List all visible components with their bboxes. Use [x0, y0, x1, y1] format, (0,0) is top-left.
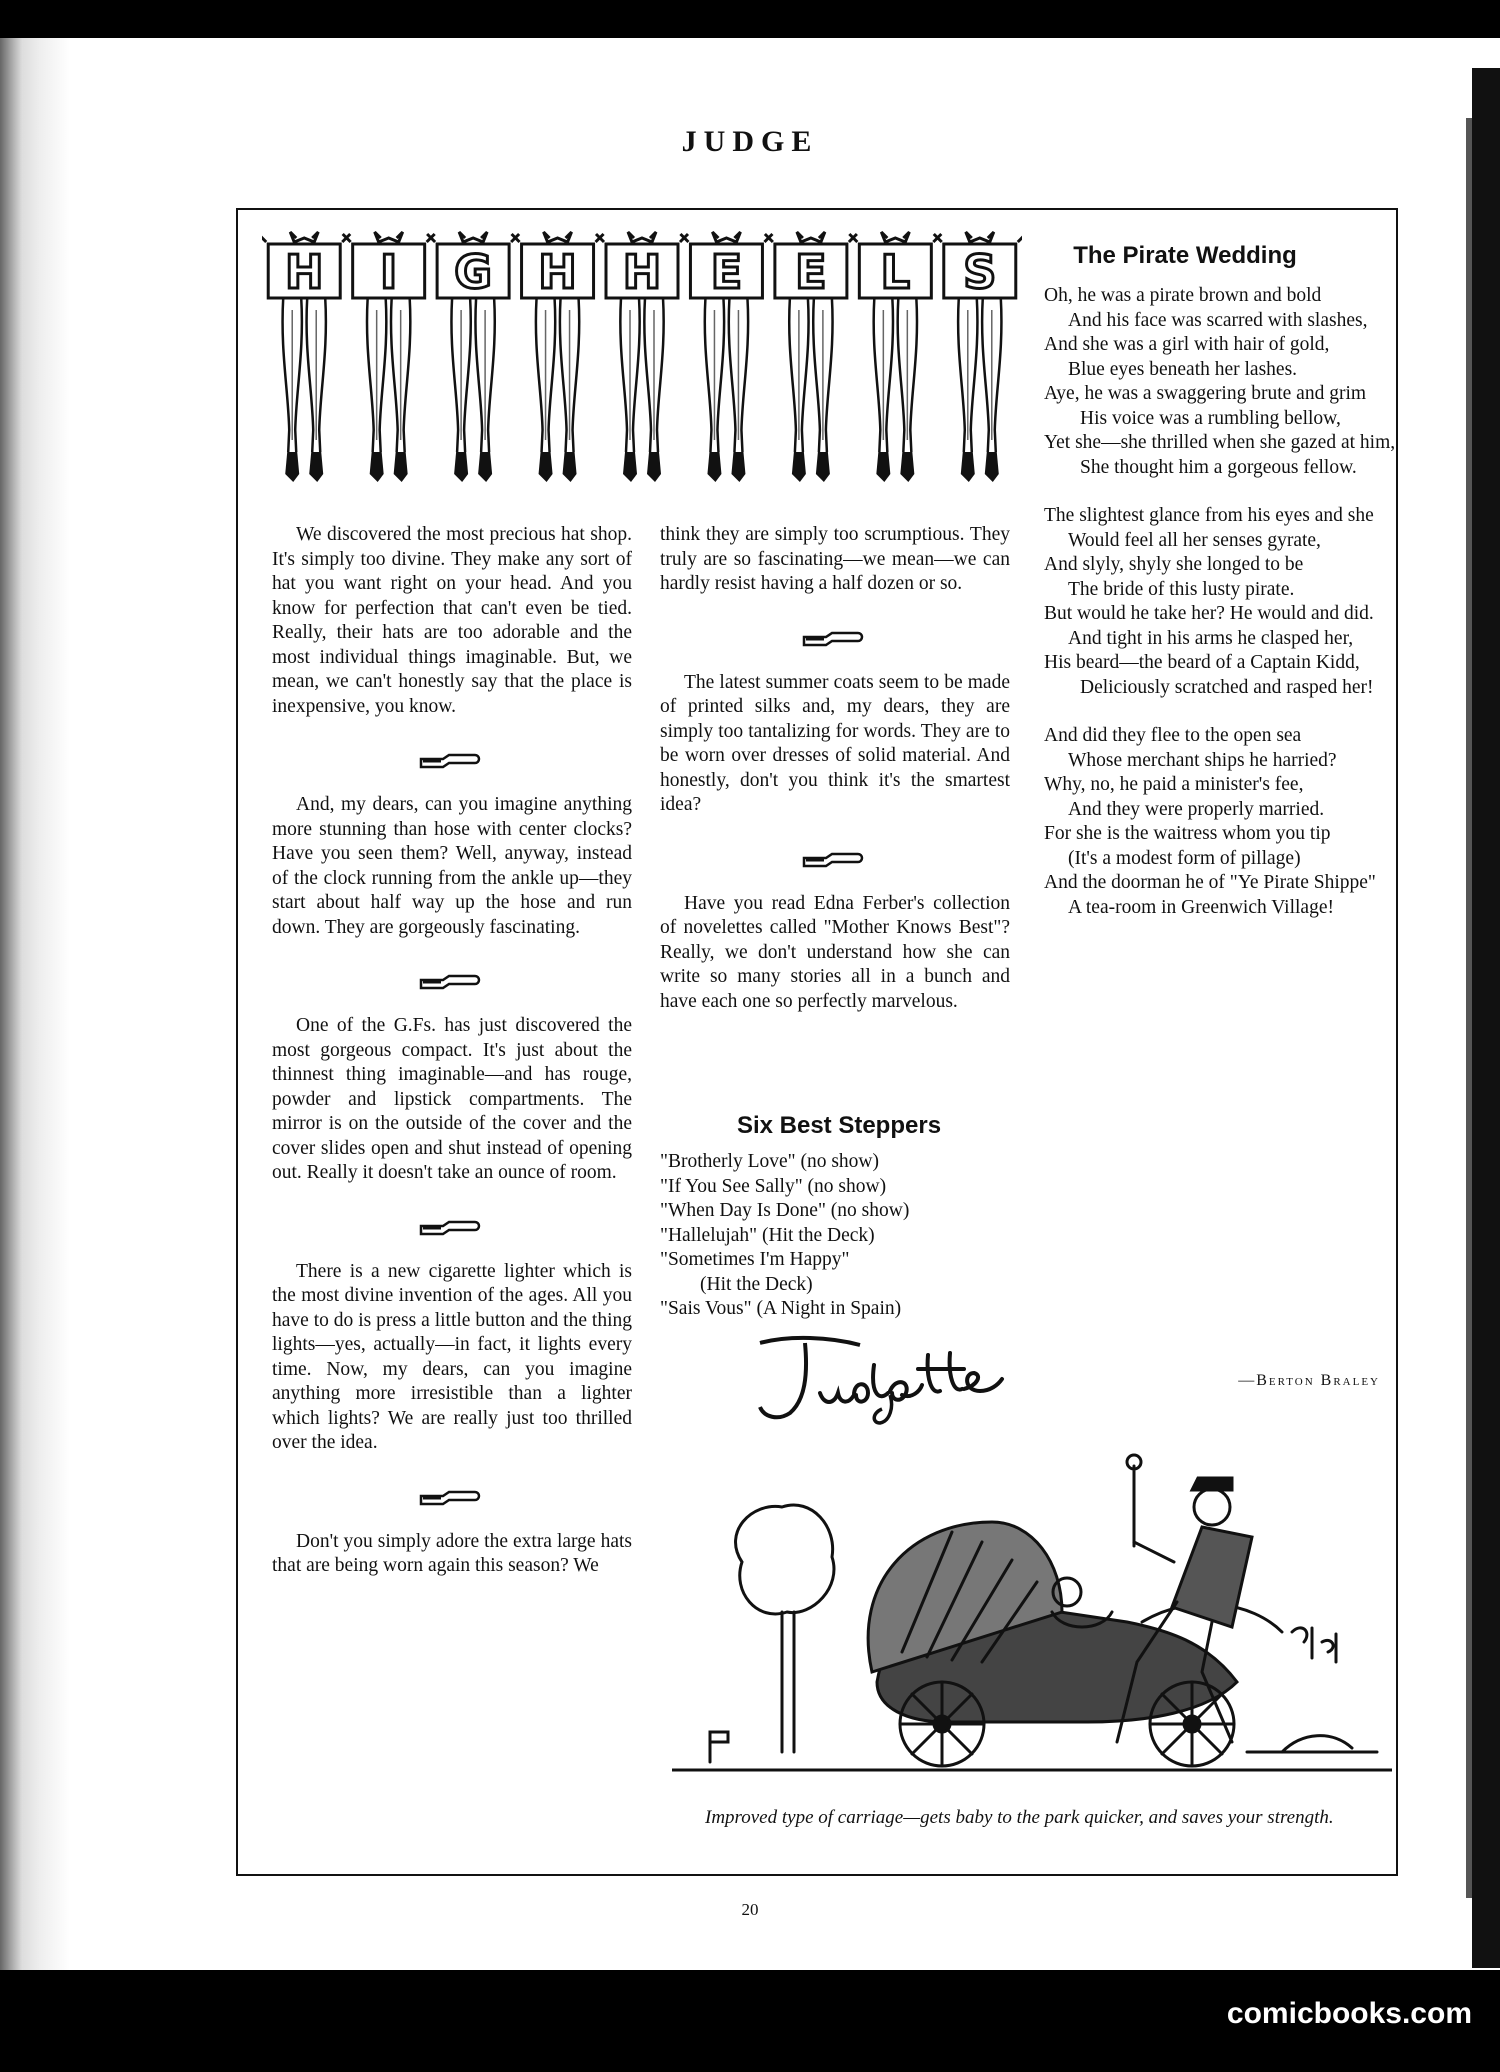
page-number: 20 [741, 1900, 759, 1919]
header-letter: H [622, 245, 662, 299]
list-item: (Hit the Deck) [700, 1273, 813, 1295]
poem-line: (It's a modest form of pillage) [1068, 847, 1301, 869]
legs-letter-e [765, 232, 857, 482]
paragraph: The latest summer coats seem to be made of printed silks and, my dears, they are simply too tantalizing for words. They are to be worn over dresses of solid material. And honestly, don't you think it's the smartest idea? [660, 671, 1010, 815]
header-letter: I [380, 245, 398, 299]
legs-letter-h [512, 232, 604, 482]
pointing-hand-icon [417, 962, 487, 992]
column-1 [272, 523, 632, 1579]
poem-line: His beard—the beard of a Captain Kidd, [1044, 652, 1360, 673]
poem-line: Oh, he was a pirate brown and bold [1044, 285, 1322, 306]
steppers-list [660, 1150, 1030, 1322]
pointing-hand-icon [800, 840, 870, 870]
poem-stanza [1044, 724, 1398, 920]
poem-line: And they were properly married. [1068, 798, 1325, 820]
header-letter: H [538, 245, 577, 299]
legs-letter-l [849, 232, 941, 482]
poem-line: And slyly, shyly she longed to be [1044, 554, 1304, 575]
poem-line: But would he take her? He would and did. [1044, 603, 1374, 624]
list-item: "Brotherly Love" (no show) [660, 1151, 880, 1172]
poem-line: She thought him a gorgeous fellow. [1080, 456, 1357, 478]
legs-letter-g [427, 232, 519, 482]
poem-stanza [1044, 284, 1398, 480]
paragraph: One of the G.Fs. has just discovered the most gorgeous compact. It's just about the thinnest thing imaginable—and has rouge, powder and lipstick compartments. The mirror is on the outside of the cover and the cover slides open and shut instead of opening out. Really it doesn't take an ounce of room. [272, 1015, 632, 1183]
poem-author: —Berton Braley [1238, 1372, 1380, 1389]
poem-line: Aye, he was a swaggering brute and grim [1044, 383, 1367, 404]
poem-line: The bride of this lusty pirate. [1068, 578, 1295, 600]
book-spine [0, 38, 70, 1970]
high-heels-header-art [262, 230, 1022, 490]
cartoon-caption: Improved type of carriage—gets baby to the park quicker, and saves your strength. [705, 1807, 1334, 1828]
list-item: "Hallelujah" (Hit the Deck) [660, 1224, 875, 1246]
pointing-hand-icon [417, 741, 487, 771]
paragraph: think they are simply too scrumptious. They truly are so fascinating—we mean—we can hardly resist having a half dozen or so. [660, 524, 1010, 594]
steppers-title: Six Best Steppers [736, 1112, 942, 1139]
header-letter: L [880, 245, 910, 299]
judgette-signature [750, 1325, 1010, 1435]
pointing-hand-icon [417, 1208, 487, 1238]
paragraph: We discovered the most precious hat shop. It's simply too divine. They make any sort of hat you want right on your head. And you know for perfection that can't even be tied. Really, their hats are too adorable and the most individual things imaginable. But, we mean, we can't honestly say that the place is inexpensive, you know. [272, 524, 632, 717]
list-item: "When Day Is Done" (no show) [660, 1200, 910, 1221]
list-item: "Sais Vous" (A Night in Spain) [660, 1298, 902, 1319]
poem-line: The slightest glance from his eyes and she [1044, 505, 1374, 526]
poem-line: And did they flee to the open sea [1044, 725, 1302, 746]
list-item: "If You See Sally" (no show) [660, 1175, 887, 1197]
header-letter: H [284, 245, 324, 299]
poem-line: Deliciously scratched and rasped her! [1080, 676, 1374, 698]
paragraph: And, my dears, can you imagine anything more stunning than hose with center clocks? Have you seen them? Well, anyway, instead of the clock running from the ankle up—they start about half way up the hose and run down. They are gorgeously fascinating. [272, 794, 632, 938]
baby-carriage-cartoon [672, 1452, 1392, 1802]
pointing-hand-icon [800, 619, 870, 649]
poem-stanza [1044, 504, 1398, 700]
facing-page-edge [1472, 68, 1500, 1968]
poem-line: And the doorman he of "Ye Pirate Shippe" [1044, 872, 1376, 893]
poem-line: A tea-room in Greenwich Village! [1068, 896, 1334, 918]
poem-line: Yet she—she thrilled when she gazed at him, [1044, 432, 1396, 453]
legs-letter-h [596, 232, 688, 482]
signature-text: Judgette [750, 1325, 754, 1326]
header-letter: E [795, 245, 827, 299]
header-letter: G [454, 245, 492, 299]
poem-line: Would feel all her senses gyrate, [1068, 529, 1321, 551]
header-letter: E [710, 245, 743, 299]
poem-line: And his face was scarred with slashes, [1068, 309, 1368, 331]
paragraph: Don't you simply adore the extra large hats that are being worn again this season? We [272, 1530, 632, 1576]
legs-letter-s [934, 232, 1022, 482]
poem-line: Blue eyes beneath her lashes. [1068, 358, 1298, 380]
paragraph: There is a new cigarette lighter which is the most divine invention of the ages. All you have to do is press a little button and the thing lights—yes, actually—in fact, it lights every time. Now, my dears, can you imagine anything more irresistible than a lighter which lights? We are really just too thrilled over the idea. [272, 1260, 632, 1453]
pointing-hand-icon [417, 1478, 487, 1508]
poem-line: Why, no, he paid a minister's fee, [1044, 774, 1304, 795]
poem-line: His voice was a rumbling bellow, [1080, 407, 1341, 429]
legs-letter-e [680, 232, 772, 482]
list-item: "Sometimes I'm Happy" [660, 1249, 850, 1270]
column-2 [660, 523, 1010, 1014]
poem-title: The Pirate Wedding [1073, 242, 1297, 269]
poem-line: For she is the waitress whom you tip [1044, 823, 1331, 844]
legs-letter-h [262, 232, 350, 482]
header-letter: S [963, 245, 997, 299]
poem-body [1044, 284, 1398, 944]
watermark: comicbooks.com [1226, 1997, 1472, 2030]
legs-letter-i [343, 232, 435, 482]
poem-line: And tight in his arms he clasped her, [1068, 627, 1354, 649]
paragraph: Have you read Edna Ferber's collection of novelettes called "Mother Knows Best"? Really, we don't understand how she can write so many stories all in a bunch and have each one so perfectly marvelous. [660, 892, 1010, 1012]
poem-line: And she was a girl with hair of gold, [1044, 334, 1330, 355]
masthead: JUDGE [681, 125, 819, 158]
facing-page-shadow [1466, 118, 1472, 1898]
poem-line: Whose merchant ships he harried? [1068, 749, 1337, 771]
